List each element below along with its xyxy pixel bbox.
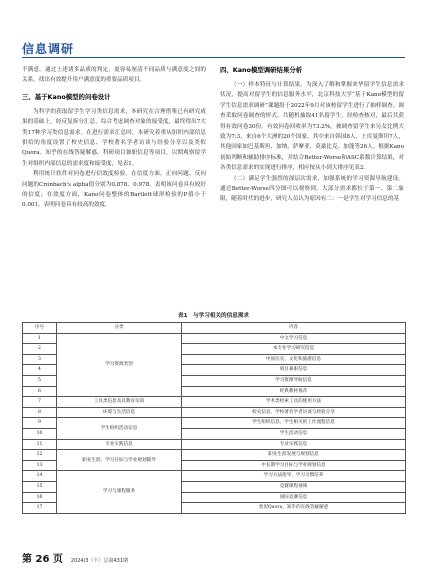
row-content: 专业实践信息 [182, 439, 406, 450]
row-number: 17 [23, 503, 57, 514]
row-number: 16 [23, 492, 57, 503]
row-number: 13 [23, 460, 57, 471]
table-row [23, 397, 406, 408]
table-row [23, 418, 406, 429]
category-cell: 环境与生活信息 [57, 407, 182, 418]
page-footer [22, 550, 128, 565]
row-content: 校史信息、学校著名学者访谈与经验分享 [182, 407, 406, 418]
row-number: 11 [23, 439, 57, 450]
issue-info: 2024/3（下）总第431期 [70, 558, 129, 564]
row-content: 国际竞赛信息 [182, 492, 406, 503]
row-content: 竞赛课程视频 [182, 481, 406, 492]
left-paragraph-1: 不满意。通过上述诸多品质的判定，更容易厘清不同品质与满意度之间的关系，找出有效提升用户满意度的重要品质项目。 [22, 67, 206, 84]
row-number: 15 [23, 481, 57, 492]
row-content: 中国历史、文化和旅游信息 [182, 354, 406, 365]
section-4-heading: 四、Kano模型调研结果分析 [220, 66, 303, 74]
left-column [22, 65, 206, 211]
row-content: 中文学习信息 [182, 333, 406, 344]
row-number: 3 [23, 354, 57, 365]
right-paragraph-2: （二）满足学生强烈的深层次需求，加强系统的学习资源导航建设。通过Better-Worse四分图可以观察到，大部分需求都位于第一、第二象限，随着时代的进步，研究人员认为原因有二：一是学生对学习信息的基 [220, 175, 404, 203]
table-row [23, 407, 406, 418]
row-number: 6 [23, 386, 57, 397]
page-number: 第 26 页 [22, 554, 63, 565]
row-number: 1 [23, 333, 57, 344]
table-row [23, 333, 406, 344]
row-number: 4 [23, 365, 57, 376]
row-number: 8 [23, 407, 57, 418]
category-cell: 职业生涯、学习目标与学业规划辅导 [57, 450, 182, 471]
table-row [23, 439, 406, 450]
header-title: 信息调研 [22, 42, 75, 56]
table-row [23, 471, 406, 482]
row-content: 学生活动信息 [182, 428, 406, 439]
left-paragraph-3: 利用统计软件对问卷进行信效度检验。在信度方面，正向问题、反向问题的Cronbach's alpha值分别为0.878、0.978，表明该问卷具有较好的信度；在效度方面，Kano问卷整体的Bartlett球形检验的P值小于0.001，表明问卷具有较高的效度。 [22, 171, 206, 209]
row-content: 本专业学习研究信息 [182, 344, 406, 355]
row-number: 10 [23, 428, 57, 439]
row-number: 14 [23, 471, 57, 482]
table-header-row [23, 323, 406, 334]
row-content: 中长期学习目标与学业规划信息 [182, 460, 406, 471]
header-cell-category: 分类 [57, 323, 182, 334]
header-cell-content: 内容 [182, 323, 406, 334]
row-content: 学习资源导航信息 [182, 375, 406, 386]
info-needs-table [22, 322, 406, 514]
category-cell: 工具类信息及其教育培训 [57, 397, 182, 408]
section-3-heading: 三、基于Kano模型的问卷设计 [22, 92, 111, 101]
row-number: 2 [23, 344, 57, 355]
row-number: 12 [23, 450, 57, 461]
row-content: 类似Quora、知乎的在线答疑解惑 [182, 503, 406, 514]
category-cell: 学习资源类型 [57, 333, 182, 397]
row-content: 经典教材推荐 [182, 386, 406, 397]
header-cell-no: 序号 [23, 323, 57, 334]
row-content: 项目兼职信息 [182, 365, 406, 376]
category-cell: 学习与课程服务 [57, 471, 182, 513]
table-caption: 表1 与学习相关的信息需求 [177, 313, 250, 319]
left-paragraph-2: 为科学的获取留学生学习类信息需求，本研究在合理借鉴已有研究成果的基础上，经反复拆分汇总，综合考虑调查对象的接受度，最终得出7大类17种学习类信息需求。在进行需求汇总时，本研究着重从组织内部信息供给的角度设置了校史信息、学校著名学者访谈与经验分享以及类似Quora、知乎的在线答疑解惑、科研项目兼职信息等项目，以期观察留学生对组织内部信息的需求度和接受度，见表1。 [22, 108, 206, 167]
row-content: 学习方法指导、学习习惯培养 [182, 471, 406, 482]
table-row [23, 450, 406, 461]
header-rule [22, 57, 405, 58]
row-content: 学生组织信息、学生相关的工作流程信息 [182, 418, 406, 429]
row-number: 9 [23, 418, 57, 429]
row-number: 5 [23, 375, 57, 386]
category-cell: 学生组织活动信息 [57, 418, 182, 439]
row-content: 职业生涯发展与规划信息 [182, 450, 406, 461]
right-paragraph-1: （一）样本特征与计算结果。为深入了解和掌握来华留学生信息需求状况，提高对留学生的信息服务水平，北京科技大学“基于Kano模型的留学生信息需求调研”课题组于2022年9月对该校留学生进行了抽样调查。调查采取问卷调查的形式，共随机抽取41名留学生，经检查核对，最后共获得有效问卷30份，有效问卷回收率为73.2%。被调查留学生来另女比例大致为7:3，来自6个大洲的20个国家，其中来自韩国8人，土库曼斯坦7人，其他国家如巴基斯坦、加纳、萨摩亚、莫桑比克、加蓬等26人。根据Kano初始判断和辅助排序标准，并结合Better-Worse和ASC系数计算结果，对各类信息需求的实现进行排序，相应按从小到大排序见表2。 [220, 82, 404, 172]
category-cell: 专业实践信息 [57, 439, 182, 450]
row-content: 学术类检索工具的使用方法 [182, 397, 406, 408]
row-number: 7 [23, 397, 57, 408]
right-column [220, 65, 404, 205]
